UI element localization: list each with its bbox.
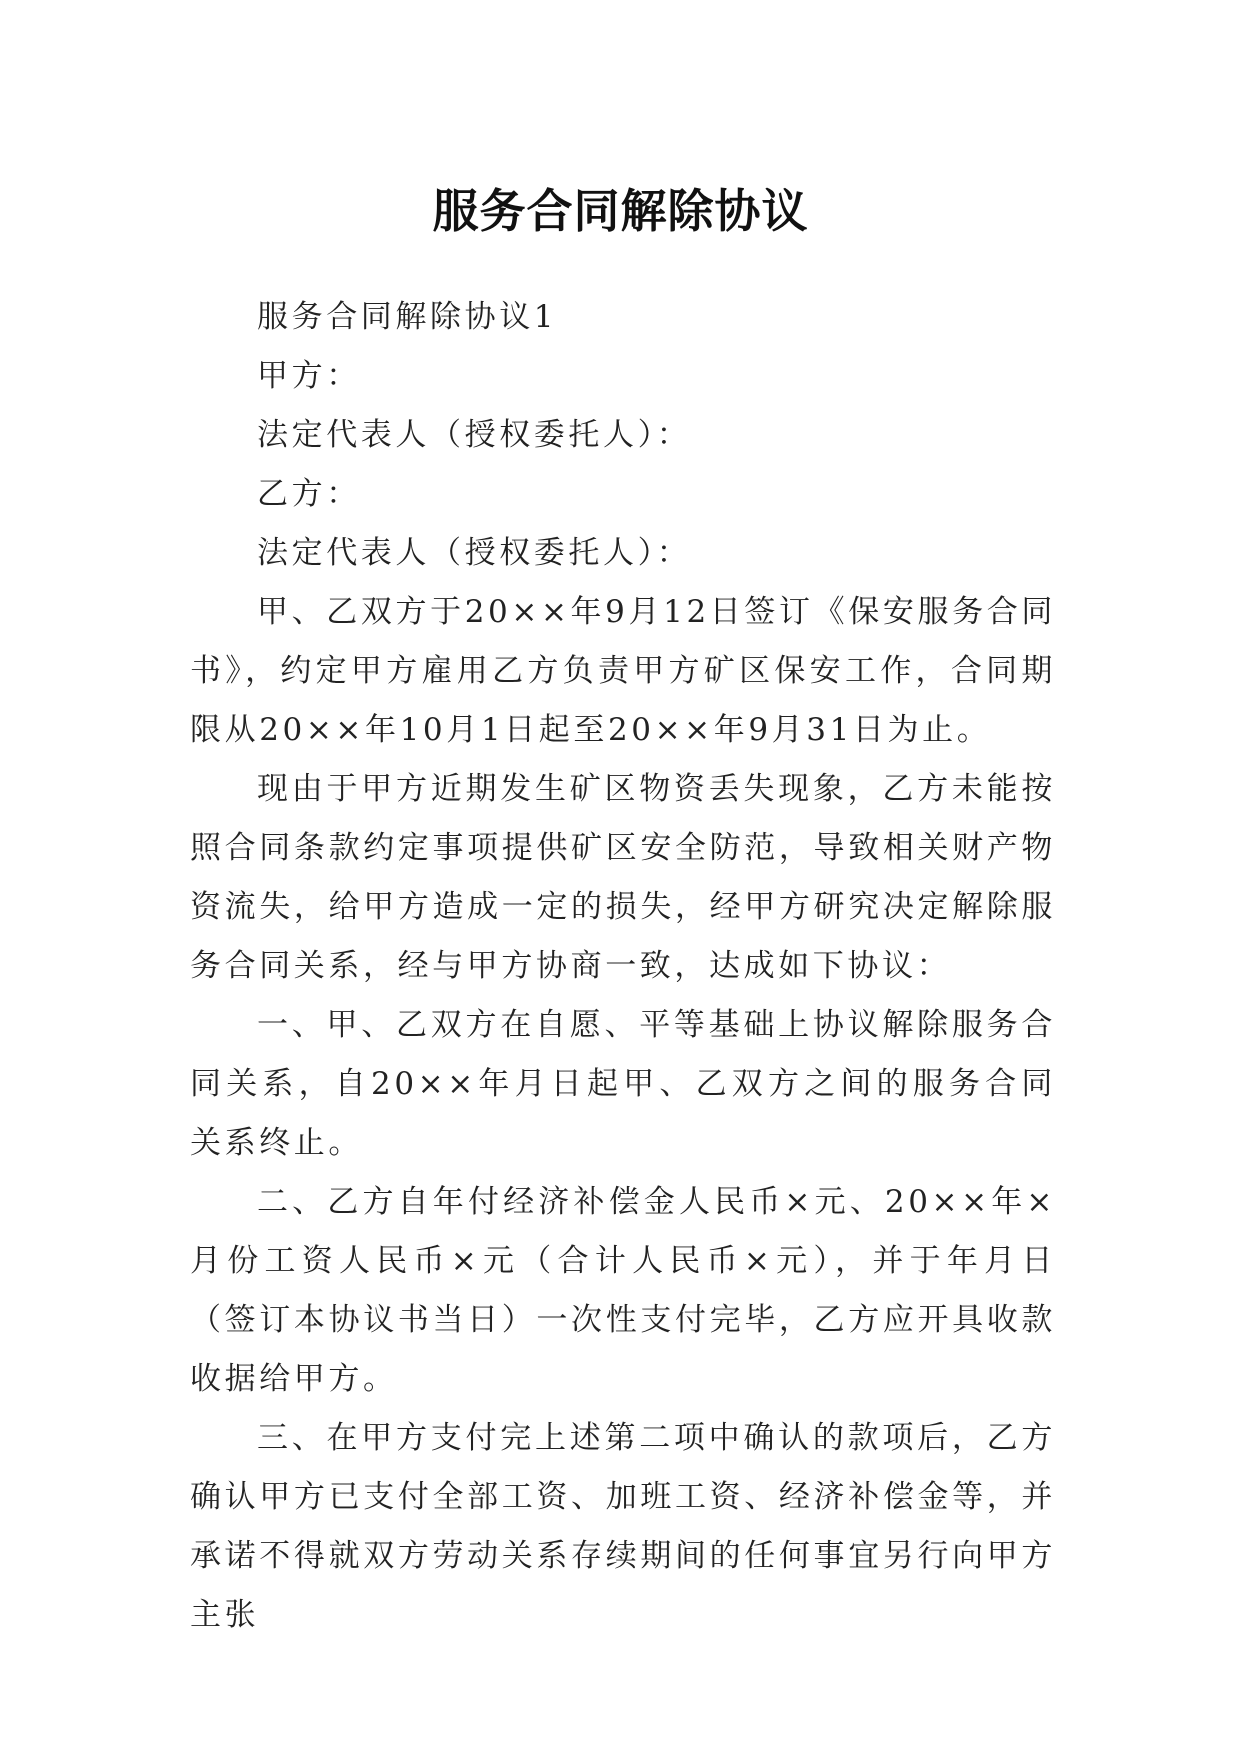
party-a-representative-line: 法定代表人（授权委托人）： <box>257 417 692 453</box>
agreement-heading-line: 服务合同解除协议1 <box>257 299 558 335</box>
contract-background-paragraph: 甲、乙双方于20××年9月12日签订《保安服务合同书》，约定甲方雇用乙方负责甲方矿区保安工作，合同期限从20××年10月1日起至20××年9月31日为止。 <box>190 594 1056 748</box>
party-b-line: 乙方： <box>257 476 361 512</box>
clause-3-paragraph: 三、在甲方支付完上述第二项中确认的款项后，乙方确认甲方已支付全部工资、加班工资、经济补偿金等，并承诺不得就双方劳动关系存续期间的任何事宜另行向甲方主张 <box>190 1420 1056 1633</box>
document-title: 服务合同解除协议 <box>432 183 809 238</box>
clause-2-paragraph: 二、乙方自年付经济补偿金人民币×元、20××年×月份工资人民币×元（合计人民币×元），并于年月日（签订本协议书当日）一次性支付完毕，乙方应开具收款收据给甲方。 <box>190 1184 1056 1397</box>
document-body <box>190 288 1056 1645</box>
party-a-line: 甲方： <box>257 358 361 394</box>
termination-reason-paragraph: 现由于甲方近期发生矿区物资丢失现象，乙方未能按照合同条款约定事项提供矿区安全防范，导致相关财产物资流失，给甲方造成一定的损失，经甲方研究决定解除服务合同关系，经与甲方协商一致，达成如下协议： <box>190 771 1056 984</box>
party-b-representative-line: 法定代表人（授权委托人）： <box>257 535 692 571</box>
clause-1-paragraph: 一、甲、乙双方在自愿、平等基础上协议解除服务合同关系，自20××年月日起甲、乙双方之间的服务合同关系终止。 <box>190 1007 1056 1161</box>
